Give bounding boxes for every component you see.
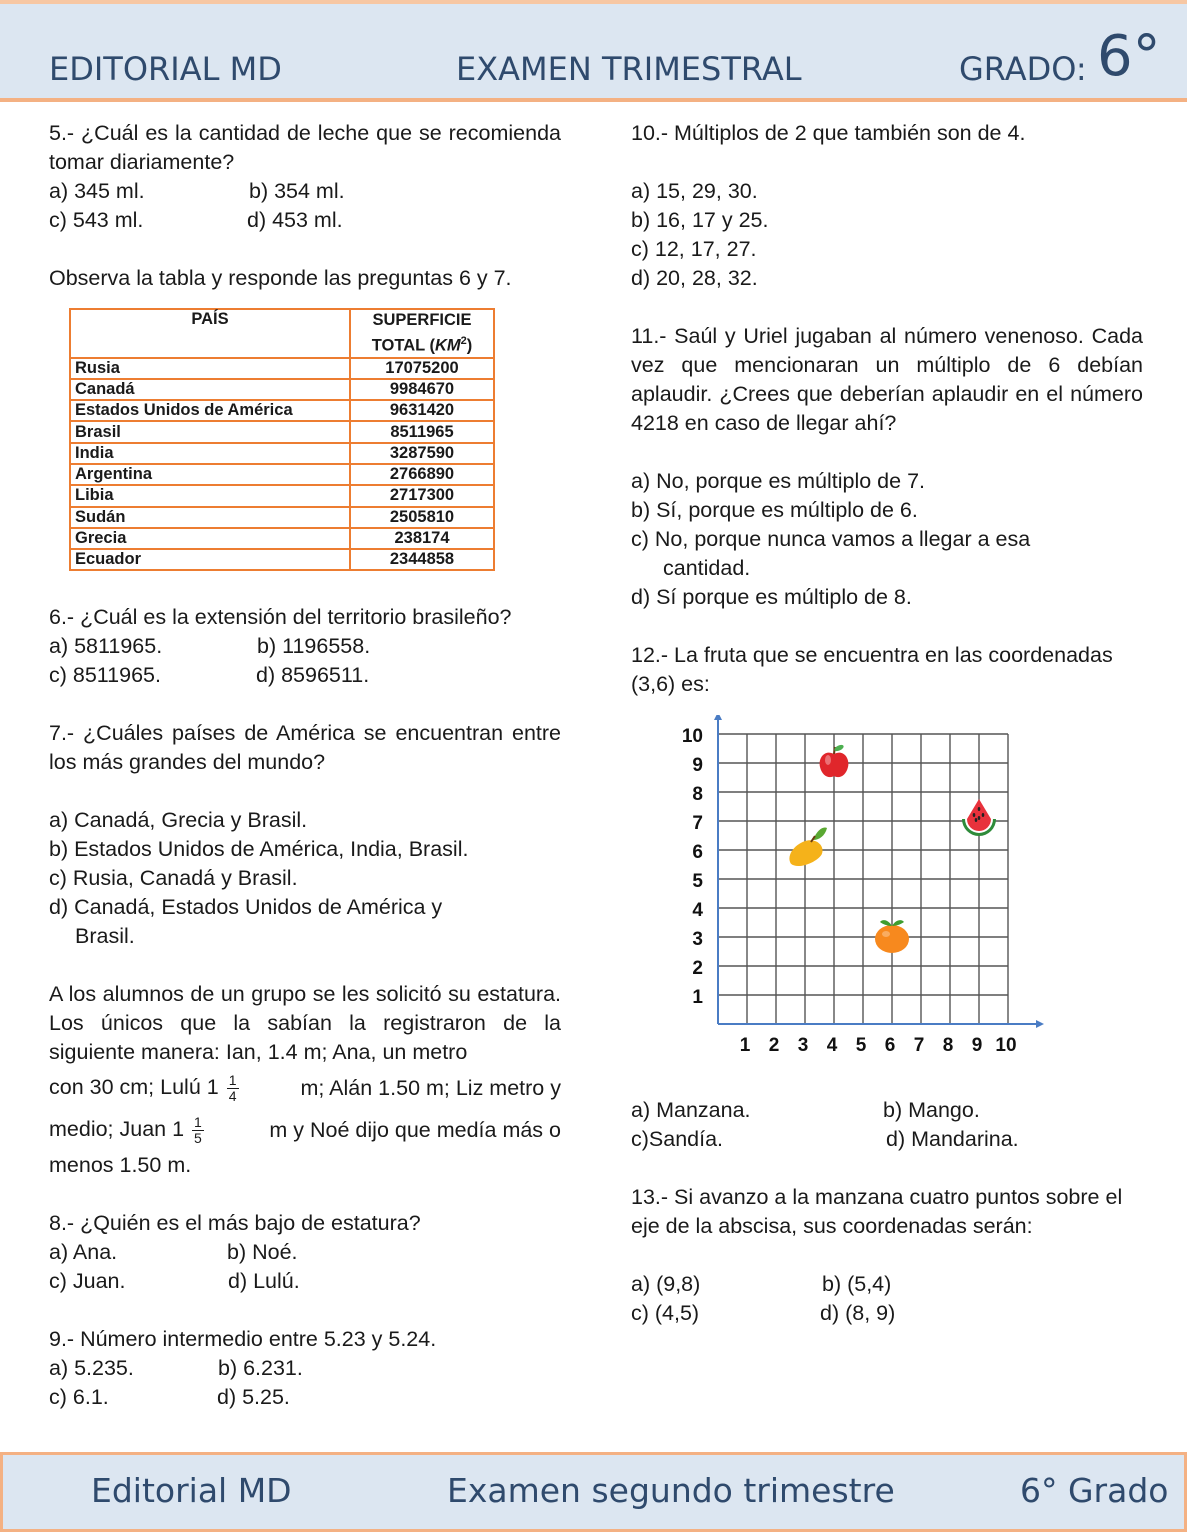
x-tick-label: 6 [884,1035,896,1056]
heights-line-juan: medio; Juan 1 $\frac{1}{5}$ m y Noé dijo que medía más o [49,1113,561,1146]
q13-option-d: d) (8, 9) [820,1301,896,1325]
table-cell-area: 17075200 [350,358,494,379]
q7-question: 7.- ¿Cuáles países de América se encuentran entre los más grandes del mundo? [49,721,561,774]
q5-option-d: d) 453 ml. [247,208,343,232]
y-tick-label: 2 [692,958,703,979]
q7-option-d-cont: Brasil. [75,924,135,948]
q12-option-d: d) Mandarina. [886,1127,1019,1151]
q9-option-c: c) 6.1. [49,1385,109,1409]
table-cell-area: 2766890 [350,464,494,485]
q10-question: 10.- Múltiplos de 2 que también son de 4. [631,121,1026,145]
q10-option-d: d) 20, 28, 32. [631,266,758,290]
right-column-bottom [631,1096,1143,1328]
country-area-table [69,308,495,571]
q13-question: 13.- Si avanzo a la manzana cuatro puntos sobre el eje de la abscisa, sus coordenadas serán: [631,1185,1123,1238]
y-tick-label: 9 [692,755,703,776]
q7-option-b: b) Estados Unidos de América, India, Brasil. [49,837,469,861]
q5-option-a: a) 345 ml. [49,179,145,203]
q11-option-d: d) Sí porque es múltiplo de 8. [631,585,912,609]
q7-option-d: d) Canadá, Estados Unidos de América y [49,895,443,919]
coordinate-grid [660,715,1060,1065]
y-tick-label: 5 [692,871,703,892]
q6-question: 6.- ¿Cuál es la extensión del territorio brasileño? [49,605,512,629]
q12-option-c: c)Sandía. [631,1127,724,1151]
q11-option-c-cont: cantidad. [663,556,751,580]
q13-option-c: c) (4,5) [631,1301,700,1325]
footer-editorial: Editorial MD [91,1471,292,1510]
header-grade-value: 6° [1097,24,1161,89]
left-column-bottom [49,603,561,1412]
q11-question: 11.- Saúl y Uriel jugaban al número venenoso. Cada vez que mencionaran un múltiplo de 6 debían aplaudir. ¿Crees que deberían aplaudir en el número 4218 en caso de llegar ahí? [631,324,1143,435]
table-cell-area: 3287590 [350,443,494,464]
table-row [70,549,494,570]
q10-option-c: c) 12, 17, 27. [631,237,757,261]
q8-option-b: b) Noé. [227,1240,298,1264]
table-row [70,400,494,421]
table-row [70,358,494,379]
table-cell-country: Brasil [70,421,350,442]
page-header [0,0,1187,102]
q10-option-a: a) 15, 29, 30. [631,179,758,203]
y-tick-label: 4 [692,900,703,921]
footer-grade: 6° Grado [1020,1471,1169,1510]
y-axis-arrow [714,715,722,720]
q6-option-d: d) 8596511. [256,663,370,687]
x-axis-arrow [1036,1020,1044,1028]
table-cell-country: Argentina [70,464,350,485]
q6-option-a: a) 5811965. [49,634,163,658]
q8-question: 8.- ¿Quién es el más bajo de estatura? [49,1211,421,1235]
heights-paragraph: A los alumnos de un grupo se les solicitó su estatura. Los únicos que la sabían la registraron de la siguiente manera: Ian, 1.4 m; Ana, un metro [49,982,561,1064]
q9-option-a: a) 5.235. [49,1356,134,1380]
table-cell-area: 9631420 [350,400,494,421]
header-grade-label: GRADO: [959,50,1087,88]
table-header-country: PAÍS [70,309,350,358]
q5-question: 5.- ¿Cuál es la cantidad de leche que se recomienda tomar diariamente? [49,121,561,174]
x-tick-label: 9 [971,1035,983,1056]
fraction-one-fifth: $\frac{1}{5}$ [194,1113,202,1146]
y-tick-label: 3 [692,929,703,950]
heights-line-end: menos 1.50 m. [49,1153,192,1177]
y-tick-label: 10 [681,726,703,747]
x-tick-label: 8 [942,1035,954,1056]
q11-option-a: a) No, porque es múltiplo de 7. [631,469,925,493]
left-column-top [49,119,561,293]
watermelon-icon [962,799,996,836]
q5-option-b: b) 354 ml. [249,179,345,203]
q9-option-b: b) 6.231. [218,1356,303,1380]
table-cell-country: Sudán [70,507,350,528]
q12-question: 12.- La fruta que se encuentra en las coordenadas (3,6) es: [631,643,1113,696]
mandarin-icon [875,920,909,953]
q9-option-d: d) 5.25. [217,1385,290,1409]
table-row [70,443,494,464]
apple-icon [820,744,849,778]
x-tick-label: 4 [826,1035,838,1056]
page-footer [0,1452,1187,1532]
table-intro: Observa la tabla y responde las preguntas 6 y 7. [49,266,512,290]
right-column-top [631,119,1143,699]
q6-option-c: c) 8511965. [49,663,161,687]
x-tick-label: 1 [739,1035,751,1056]
header-editorial: EDITORIAL MD [49,50,282,88]
q9-question: 9.- Número intermedio entre 5.23 y 5.24. [49,1327,437,1351]
footer-exam-title: Examen segundo trimestre [447,1471,895,1510]
q7-option-a: a) Canadá, Grecia y Brasil. [49,808,308,832]
q13-option-a: a) (9,8) [631,1272,701,1296]
q10-option-b: b) 16, 17 y 25. [631,208,769,232]
table-cell-country: Canadá [70,379,350,400]
x-tick-label: 7 [913,1035,925,1056]
y-tick-label: 1 [692,987,703,1008]
table-body [70,358,494,571]
q13-option-b: b) (5,4) [822,1272,892,1296]
q5-option-c: c) 543 ml. [49,208,144,232]
q12-option-b: b) Mango. [883,1098,980,1122]
q8-option-c: c) Juan. [49,1269,126,1293]
table-cell-country: Rusia [70,358,350,379]
table-row [70,421,494,442]
table-cell-country: Libia [70,485,350,506]
table-cell-area: 2344858 [350,549,494,570]
y-tick-label: 7 [692,813,703,834]
table-row [70,485,494,506]
q8-option-d: d) Lulú. [228,1269,300,1293]
y-tick-label: 6 [692,842,703,863]
q12-option-a: a) Manzana. [631,1098,751,1122]
table-cell-area: 8511965 [350,421,494,442]
mango-icon [785,828,827,870]
q8-option-a: a) Ana. [49,1240,118,1264]
table-cell-area: 9984670 [350,379,494,400]
x-tick-label: 10 [995,1035,1017,1056]
q11-option-b: b) Sí, porque es múltiplo de 6. [631,498,918,522]
table-cell-country: Estados Unidos de América [70,400,350,421]
q7-option-c: c) Rusia, Canadá y Brasil. [49,866,298,890]
header-exam-title: EXAMEN TRIMESTRAL [456,50,802,88]
table-cell-area: 238174 [350,528,494,549]
table-row [70,528,494,549]
table-cell-country: India [70,443,350,464]
table-row [70,507,494,528]
fraction-one-quarter: $\frac{1}{4}$ [228,1071,237,1104]
table-cell-country: Grecia [70,528,350,549]
x-tick-label: 2 [768,1035,780,1056]
table-row [70,379,494,400]
y-tick-label: 8 [692,784,703,805]
x-tick-label: 3 [797,1035,809,1056]
table-cell-country: Ecuador [70,549,350,570]
table-row [70,464,494,485]
x-tick-label: 5 [855,1035,867,1056]
table-header-area: SUPERFICIE TOTAL $(KM^2)$ [350,309,494,358]
table-cell-area: 2717300 [350,485,494,506]
heights-line-lulu: con 30 cm; Lulú 1 $\frac{1}{4}$ m; Alán 1.50 m; Liz metro y [49,1071,561,1104]
q11-option-c: c) No, porque nunca vamos a llegar a esa [631,527,1031,551]
q6-option-b: b) 1196558. [257,634,371,658]
table-cell-area: 2505810 [350,507,494,528]
